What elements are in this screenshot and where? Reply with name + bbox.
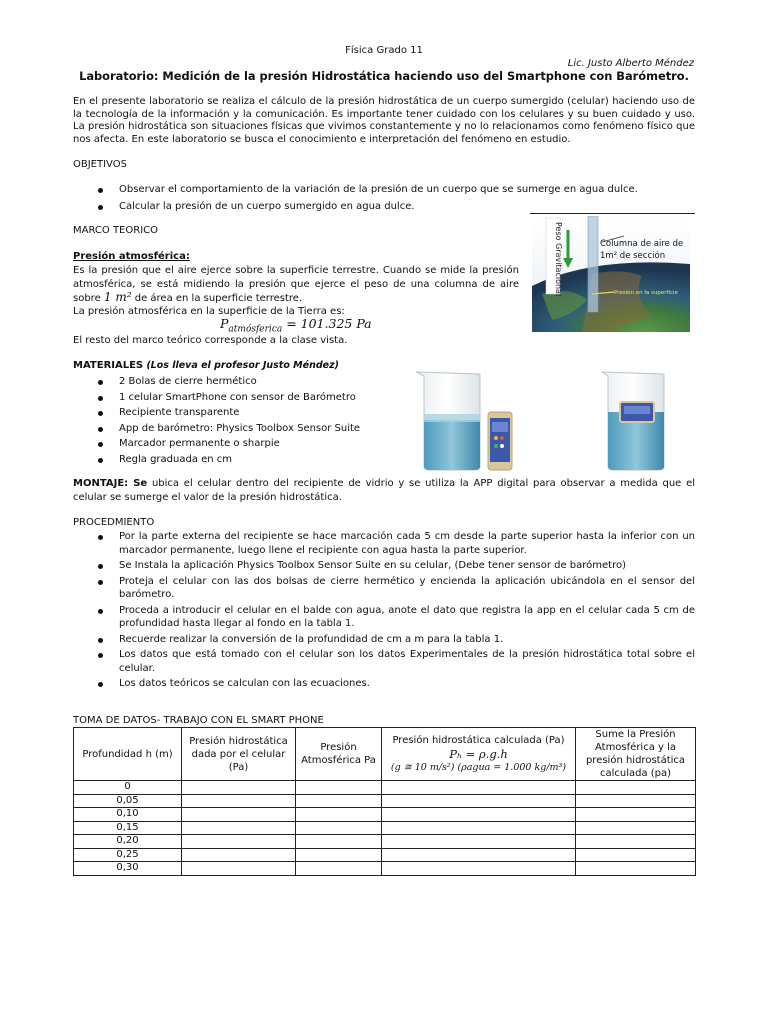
procedure-step: Por la parte externa del recipiente se hace marcación cada 5 cm desde la parte superior hasta la inferior con un marcador permanente, luego llene el recipiente con agua hasta la parte superior. [73,530,695,557]
calculated-cell[interactable] [382,808,576,822]
material-item: 2 Bolas de cierre hermético [73,375,403,389]
materials-heading: MATERIALES [73,360,144,371]
atmospheric-cell[interactable] [296,781,382,795]
atmospheric-cell[interactable] [296,862,382,876]
header-total-pressure: Sume la Presión Atmosférica y la presión hidrostática calculada (pa) [576,728,696,781]
atmospheric-cell[interactable] [296,808,382,822]
atmospheric-cell[interactable] [296,794,382,808]
total-cell[interactable] [576,835,696,849]
header-calculated-pressure: Presión hidrostática calculada (Pa) Pₕ = ρ.g.h (g ≅ 10 m/s²) (ρagua = 1.000 kg/m³) [382,728,576,781]
table-row [74,781,696,795]
theory-heading: MARCO TEORICO [73,225,158,236]
theory-paragraph-3: El resto del marco teórico corresponde a la clase vista. [73,335,348,346]
table-caption: TOMA DE DATOS- TRABAJO CON EL SMART PHONE [73,715,324,726]
procedure-heading: PROCEDMIENTO [73,517,155,528]
hydrostatic-formula: Pₕ = ρ.g.h [449,746,508,761]
page-title: Laboratorio: Medición de la presión Hidrostática haciendo uso del Smartphone con Barómetro. [79,69,689,83]
total-cell[interactable] [576,862,696,876]
atmospheric-cell[interactable] [296,848,382,862]
procedure-step: Los datos teóricos se calculan con las ecuaciones. [73,677,695,691]
calculated-cell[interactable] [382,848,576,862]
table-row [74,835,696,849]
calculated-cell[interactable] [382,835,576,849]
atmospheric-cell[interactable] [296,821,382,835]
atmospheric-pressure-formula: $P_{atmósferica} = 101.325$ Pa [220,316,372,335]
procedure-step: Proceda a introducir el celular en el balde con agua, anote el dato que registra la app en el celular cada 5 cm de profundidad hasta llegar al fondo en la tabla 1. [73,604,695,631]
phone-pressure-cell[interactable] [182,808,296,822]
column-label-line-1: Columna de aire de [600,239,684,249]
area-unit: 1 m² [103,290,132,304]
materials-list [73,375,403,468]
atmospheric-cell[interactable] [296,835,382,849]
procedure-step: Proteja el celular con las dos bolsas de cierre hermético y encienda la aplicación ubicándola en el sensor del barómetro. [73,575,695,602]
objectives-heading: OBJETIVOS [73,159,127,170]
table-row [74,848,696,862]
material-item: Regla graduada en cm [73,453,403,467]
header-phone-pressure: Presión hidrostática dada por el celular (Pa) [182,728,296,781]
table-row [74,794,696,808]
materials-note: (Los lleva el profesor Justo Méndez) [146,360,339,371]
depth-cell: 0,20 [74,835,182,849]
data-table [73,727,696,876]
course-label: Física Grado 11 [345,45,423,56]
atmospheric-column-figure [532,216,690,332]
table-row [74,862,696,876]
depth-cell: 0,25 [74,848,182,862]
material-item: 1 celular SmartPhone con sensor de Barómetro [73,391,403,405]
material-item: Marcador permanente o sharpie [73,437,403,451]
procedure-list [73,530,695,693]
table-row [74,808,696,822]
calculated-cell[interactable] [382,821,576,835]
calculated-cell[interactable] [382,794,576,808]
depth-cell: 0,30 [74,862,182,876]
depth-cell: 0,15 [74,821,182,835]
materials-heading-line [73,359,339,373]
total-cell[interactable] [576,848,696,862]
table-row [74,821,696,835]
procedure-step: Recuerde realizar la conversión de la profundidad de cm a m para la tabla 1. [73,633,695,647]
objective-item: Calcular la presión de un cuerpo sumergido en agua dulce. [73,200,695,214]
depth-cell: 0,05 [74,794,182,808]
figure-top-rule [530,213,695,214]
gravity-label: Peso Gravitacional [554,222,563,297]
phone-pressure-cell[interactable] [182,862,296,876]
material-item: App de barómetro: Physics Toolbox Sensor Suite [73,422,403,436]
beaker-phone-submerged-illustration [598,368,670,472]
phone-pressure-cell[interactable] [182,848,296,862]
procedure-step: Se Instala la aplicación Physics Toolbox Sensor Suite en su celular, (Debe tener sensor de barómetro) [73,559,695,573]
intro-paragraph: En el presente laboratorio se realiza el cálculo de la presión hidrostática de un cuerpo sumergido (celular) haciendo uso de la tecnología de la información y la comunicación. Es importante tener cuidado con los celulares y su buen cuidado y uso. La presión hidrostática son situaciones físicas que vivimos constantemente y no lo relacionamos como fenómeno físico que nos afecta. En este laboratorio se busca el conocimiento e interpretación del fenómeno en estudio. [73,96,695,145]
constants-formula: (g ≅ 10 m/s²) (ρagua = 1.000 kg/m³) [390,761,567,773]
header-depth: Profundidad h (m) [74,728,182,781]
column-label-line-2: 1m² de sección [600,251,666,261]
theory-paragraph-2: La presión atmosférica en la superficie de la Tierra es: [73,306,345,317]
objectives-list [73,183,695,215]
table-header-row [74,728,696,781]
total-cell[interactable] [576,781,696,795]
montaje-paragraph: MONTAJE: Se ubica el celular dentro del recipiente de vidrio y se utiliza la APP digital para observar a medida que el celular se sumerge el valor de la presión hidrostática. [73,478,696,503]
depth-cell: 0,10 [74,808,182,822]
procedure-step: Los datos que está tomado con el celular son los datos Experimentales de la presión hidrostática total sobre el celular. [73,648,695,675]
total-cell[interactable] [576,794,696,808]
surface-pressure-label: Presión en la superficie [614,290,678,296]
phone-pressure-cell[interactable] [182,835,296,849]
phone-pressure-cell[interactable] [182,781,296,795]
phone-pressure-cell[interactable] [182,821,296,835]
teacher-name: Lic. Justo Alberto Méndez [567,58,694,69]
theory-subheading: Presión atmosférica: [73,251,190,262]
montaje-label: MONTAJE: Se [73,478,148,489]
objective-item: Observar el comportamiento de la variación de la presión de un cuerpo que se sumerge en agua dulce. [73,183,695,197]
depth-cell: 0 [74,781,182,795]
header-atmospheric-pressure: Presión Atmosférica Pa [296,728,382,781]
beaker-with-phone-illustration [412,368,532,472]
calculated-cell[interactable] [382,781,576,795]
material-item: Recipiente transparente [73,406,403,420]
total-cell[interactable] [576,821,696,835]
total-cell[interactable] [576,808,696,822]
theory-paragraph-1: Es la presión que el aire ejerce sobre la superficie terrestre. Cuando se mide la presión atmosférica, se está midiendo la presión que ejerce el peso de una columna de aire sobre 1 m² de área en la superficie terrestre. [73,265,519,304]
calculated-cell[interactable] [382,862,576,876]
phone-pressure-cell[interactable] [182,794,296,808]
